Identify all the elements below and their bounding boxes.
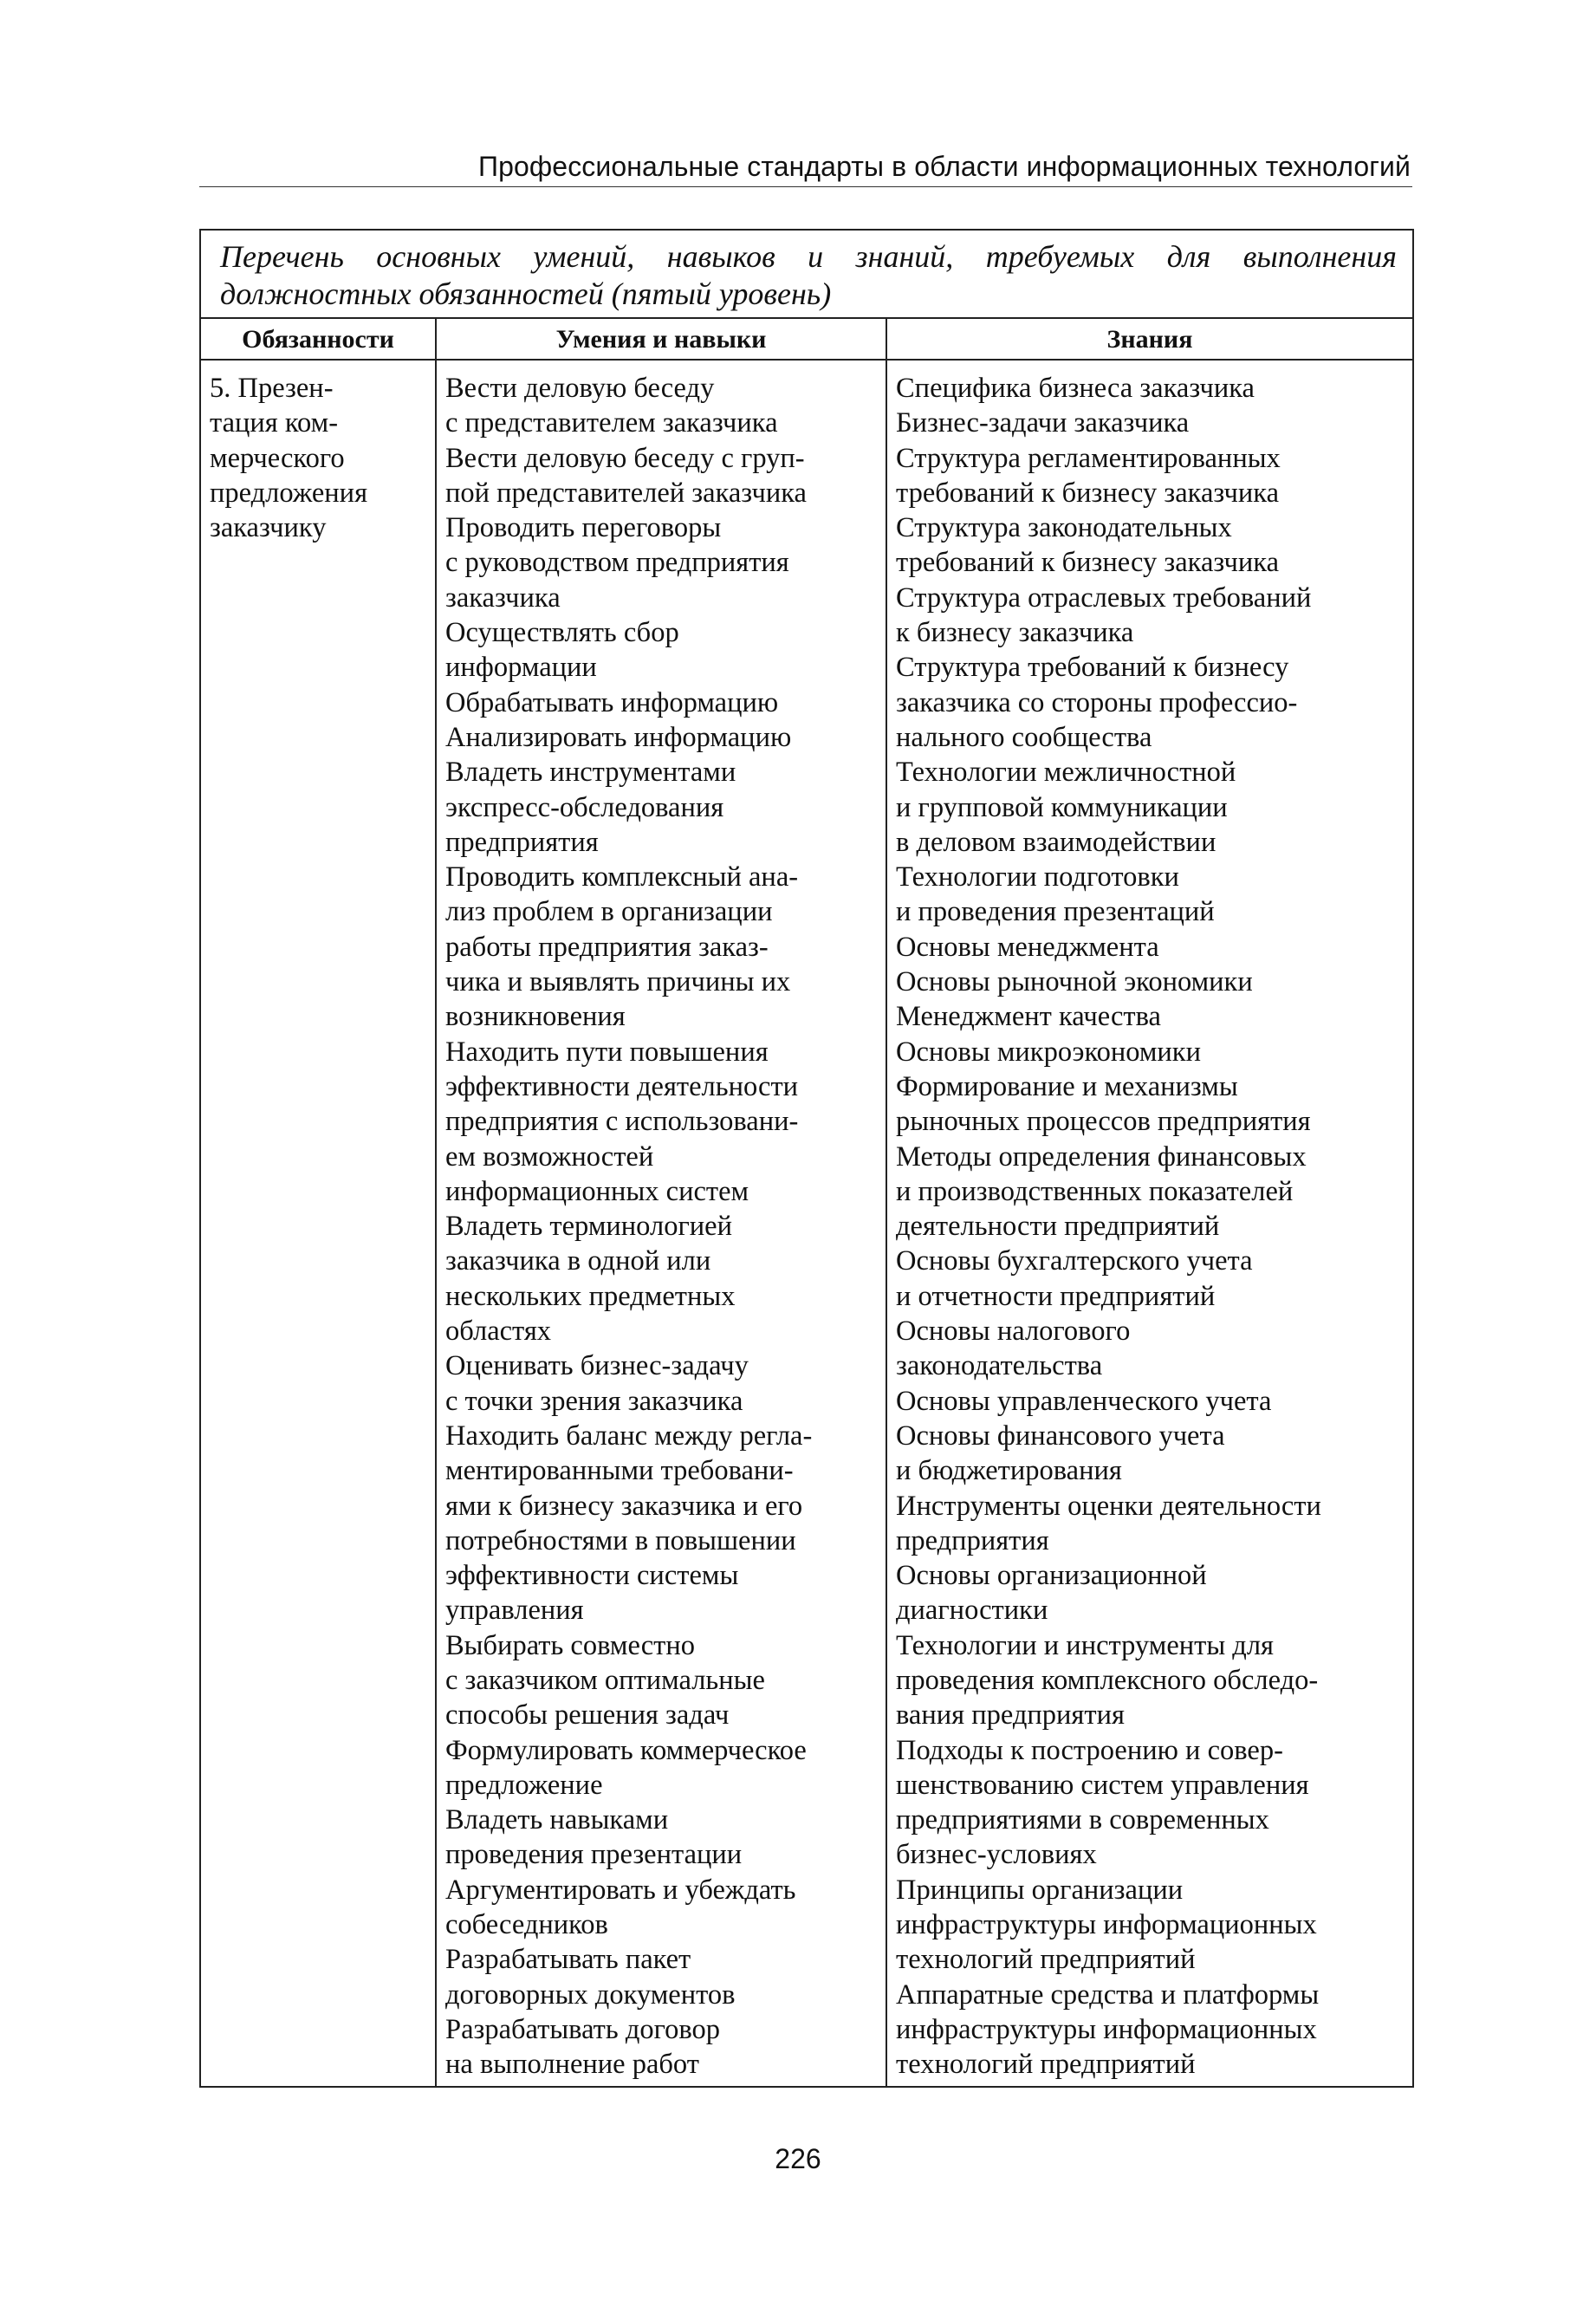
skill-line: собеседников <box>445 1909 608 1941</box>
skill-line: Разрабатывать пакет <box>445 1944 691 1976</box>
knowledge-line: Основы рыночной экономики <box>896 966 1253 998</box>
knowledge-line: и проведения презентаций <box>896 896 1215 928</box>
knowledge-line: Структура отраслевых требований <box>896 581 1312 614</box>
skill-line: с представителем заказчика <box>445 407 778 439</box>
header-duties: Обязанности <box>201 319 437 359</box>
knowledge-line: Бизнес-задачи заказчика <box>896 407 1190 439</box>
skill-line: Осуществлять сбор <box>445 617 679 649</box>
skill-line: способы решения задач <box>445 1699 730 1731</box>
skill-line: заказчика <box>445 581 561 614</box>
skill-line: Анализировать информацию <box>445 721 792 753</box>
skill-line: ем возможностей <box>445 1140 654 1173</box>
knowledge-line: к бизнесу заказчика <box>896 617 1134 649</box>
knowledge-line: диагностики <box>896 1595 1048 1627</box>
knowledge-line: и групповой коммуникации <box>896 791 1228 823</box>
duty-line: заказчику <box>210 512 327 544</box>
knowledge-line: Основы управленческого учета <box>896 1385 1272 1417</box>
knowledge-line: и бюджетирования <box>896 1455 1122 1487</box>
skill-line: Проводить переговоры <box>445 512 722 544</box>
skill-line: Оценивать бизнес-задачу <box>445 1350 749 1382</box>
skill-line: с точки зрения заказчика <box>445 1385 743 1417</box>
knowledge-line: Инструменты оценки деятельности <box>896 1490 1321 1522</box>
skills-cell <box>437 361 887 2086</box>
skill-line: на выполнение работ <box>445 2049 699 2081</box>
skill-line: управления <box>445 1595 584 1627</box>
knowledge-line: Основы микроэкономики <box>896 1036 1201 1068</box>
knowledge-line: Технологии межличностной <box>896 757 1236 789</box>
knowledge-line: Основы финансового учета <box>896 1420 1225 1452</box>
knowledge-line: технологий предприятий <box>896 2049 1196 2081</box>
knowledge-line: шенствованию систем управления <box>896 1769 1309 1801</box>
skill-line: Аргументировать и убеждать <box>445 1874 796 1906</box>
skill-line: Вести деловую беседу с груп- <box>445 442 805 474</box>
knowledge-line: Менеджмент качества <box>896 1001 1161 1033</box>
knowledge-line: в деловом взаимодействии <box>896 826 1216 858</box>
knowledge-line: законодательства <box>896 1350 1103 1382</box>
knowledge-line: предприятия <box>896 1524 1049 1556</box>
skill-line: Владеть терминологией <box>445 1211 732 1243</box>
duty-line: мерческого <box>210 442 345 474</box>
skill-line: Проводить комплексный ана- <box>445 861 799 893</box>
duty-cell <box>201 361 437 2086</box>
knowledge-line: Структура законодательных <box>896 512 1232 544</box>
skill-line: информации <box>445 652 597 684</box>
skill-line: Находить пути повышения <box>445 1036 769 1068</box>
skill-line: заказчика в одной или <box>445 1245 711 1277</box>
knowledge-cell <box>887 361 1412 2086</box>
knowledge-line: Основы бухгалтерского учета <box>896 1245 1253 1277</box>
skill-line: с руководством предприятия <box>445 547 789 579</box>
skill-line: Владеть навыками <box>445 1804 669 1836</box>
table-header-row <box>201 319 1412 361</box>
knowledge-line: Структура регламентированных <box>896 442 1281 474</box>
skill-line: Формулировать коммерческое <box>445 1734 807 1766</box>
skill-line: Разрабатывать договор <box>445 2013 721 2045</box>
skill-line: чика и выявлять причины их <box>445 966 791 998</box>
knowledge-line: инфраструктуры информационных <box>896 1909 1317 1941</box>
knowledge-line: требований к бизнесу заказчика <box>896 477 1280 509</box>
knowledge-line: заказчика со стороны профессио- <box>896 686 1298 718</box>
skill-line: ями к бизнесу заказчика и его <box>445 1490 803 1522</box>
knowledge-line: инфраструктуры информационных <box>896 2013 1317 2045</box>
knowledge-line: Подходы к построению и совер- <box>896 1734 1283 1766</box>
knowledge-line: требований к бизнесу заказчика <box>896 547 1280 579</box>
skill-line: работы предприятия заказ- <box>445 931 769 963</box>
skill-line: возникновения <box>445 1001 626 1033</box>
knowledge-line: Аппаратные средства и платформы <box>896 1978 1320 2011</box>
knowledge-line: Технологии и инструменты для <box>896 1629 1275 1661</box>
knowledge-line: Основы организационной <box>896 1560 1207 1592</box>
header-rule <box>199 186 1412 187</box>
knowledge-line: вания предприятия <box>896 1699 1125 1731</box>
knowledge-line: технологий предприятий <box>896 1944 1196 1976</box>
skill-line: эффективности системы <box>445 1560 739 1592</box>
knowledge-line: деятельности предприятий <box>896 1211 1220 1243</box>
skill-line: экспресс-обследования <box>445 791 724 823</box>
running-head: Профессиональные стандарты в области информационных технологий <box>477 151 1411 182</box>
skill-line: предложение <box>445 1769 603 1801</box>
knowledge-line: Основы налогового <box>896 1316 1131 1348</box>
skill-line: областях <box>445 1316 552 1348</box>
knowledge-line: Основы менеджмента <box>896 931 1159 963</box>
skill-line: ментированными требовани- <box>445 1455 794 1487</box>
page-number: 226 <box>775 2143 821 2174</box>
knowledge-line: Формирование и механизмы <box>896 1070 1238 1102</box>
skill-line: пой представителей заказчика <box>445 477 807 509</box>
knowledge-line: бизнес-условиях <box>896 1839 1097 1871</box>
table-caption: Перечень основных умений, навыков и знаний, требуемых для выполнения должностных обязанностей (пятый уровень) <box>201 231 1412 319</box>
knowledge-line: Технологии подготовки <box>896 861 1179 893</box>
skill-line: Выбирать совместно <box>445 1629 695 1661</box>
knowledge-line: предприятиями в современных <box>896 1804 1269 1836</box>
header-skills: Умения и навыки <box>437 319 887 359</box>
skill-line: предприятия <box>445 826 599 858</box>
skill-line: проведения презентации <box>445 1839 743 1871</box>
knowledge-line: нального сообщества <box>896 721 1152 753</box>
skill-line: с заказчиком оптимальные <box>445 1664 765 1696</box>
knowledge-line: и производственных показателей <box>896 1175 1294 1207</box>
skill-line: Обрабатывать информацию <box>445 686 779 718</box>
header-knowledge: Знания <box>1106 325 1193 354</box>
skill-line: нескольких предметных <box>445 1280 736 1312</box>
skill-line: лиз проблем в организации <box>445 896 773 928</box>
knowledge-line: Структура требований к бизнесу <box>896 652 1289 684</box>
knowledge-line: Специфика бизнеса заказчика <box>896 373 1255 404</box>
table-row <box>201 361 1412 2086</box>
knowledge-line: Методы определения финансовых <box>896 1140 1307 1173</box>
skill-line: Владеть инструментами <box>445 757 736 789</box>
knowledge-line: и отчетности предприятий <box>896 1280 1216 1312</box>
skill-line: потребностями в повышении <box>445 1524 796 1556</box>
knowledge-line: рыночных процессов предприятия <box>896 1106 1311 1138</box>
skill-line: информационных систем <box>445 1175 749 1207</box>
duty-line: предложения <box>210 477 368 509</box>
knowledge-line: Принципы организации <box>896 1874 1184 1906</box>
knowledge-line: проведения комплексного обследо- <box>896 1664 1319 1696</box>
skill-line: Вести деловую беседу <box>445 373 715 404</box>
duty-line: 5. Презен- <box>210 373 334 404</box>
duty-line: тация ком- <box>210 407 339 439</box>
skill-line: Находить баланс между регла- <box>445 1420 813 1452</box>
skill-line: договорных документов <box>445 1978 736 2011</box>
skill-line: эффективности деятельности <box>445 1070 799 1102</box>
skill-line: предприятия с использовани- <box>445 1106 799 1138</box>
competency-table <box>199 229 1414 2088</box>
